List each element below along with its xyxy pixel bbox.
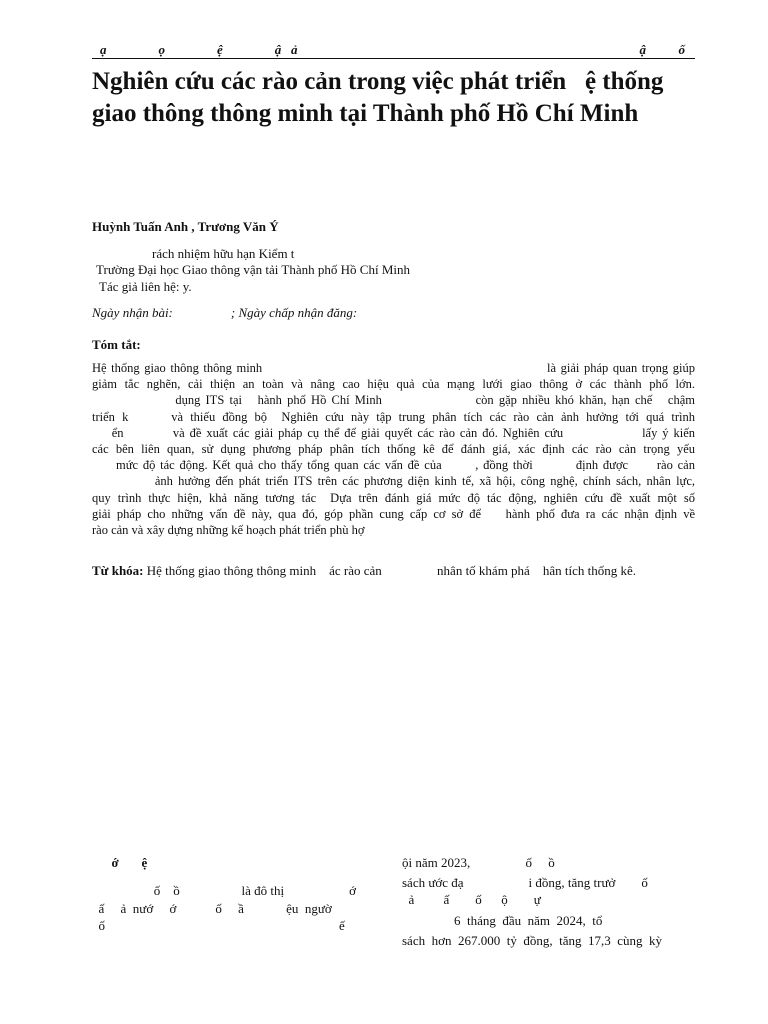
intro-left-line: ấ ả nướ ớ ố ầ ệu ngườ (92, 901, 332, 916)
intro-left-line: ố ồ là đô thị ớ (92, 883, 356, 898)
abstract-line: dụng ITS tại hành phố Hồ Chí Minh còn gặp nhiều khó khăn, hạn chế chậm (92, 393, 695, 408)
paper-title: Nghiên cứu các rào cản trong việc phát triển ệ thống giao thông thông minh tại Thành phố Hồ Chí Minh (92, 68, 670, 127)
keywords-label: Từ khóa: (92, 563, 144, 578)
received-date-label: Ngày nhận bài: (92, 305, 173, 320)
intro-left-line: ố ế (92, 918, 345, 933)
accepted-date-label: ; Ngày chấp nhận đăng: (230, 305, 358, 320)
running-header-right: ậ ố (639, 42, 685, 57)
abstract-line: rào cản và xây dựng những kế hoạch phát triển phù hợ (92, 522, 365, 537)
running-header-left: ạ ọ ệ ậ ả (100, 42, 298, 57)
intro-right-line: sách ước đạ i đồng, tăng trưở ố (402, 875, 648, 890)
intro-right-line: ả ấ ố ộ ự (402, 892, 541, 907)
submission-dates (92, 305, 357, 321)
abstract-line: triển k và thiếu đồng bộ Nghiên cứu này tập trung phân tích các rào cản ảnh hưởng tới quá trình (92, 409, 695, 424)
abstract-heading: Tóm tắt: (92, 337, 141, 352)
keywords (92, 563, 636, 579)
intro-left-line: ớ ệ (92, 855, 148, 870)
corresponding-author: Tác giả liên hệ: y. (99, 279, 192, 294)
abstract-line: ảnh hưởng đến phát triển ITS trên các phương diện kinh tế, xã hội, công nghệ, chính sách, nhân lực, (92, 474, 695, 489)
abstract-line: quy trình thực hiện, khả năng tương tác Dựa trên đánh giá mức độ tác động, nghiên cứu đề xuất một số (92, 490, 695, 505)
intro-right-line: ội năm 2023, ố ồ (402, 855, 555, 870)
intro-right-line: sách hơn 267.000 tỷ đồng, tăng 17,3 cùng kỳ (402, 933, 662, 948)
abstract-line: giảm tắc nghẽn, cải thiện an toàn và nâng cao hiệu quả của mạng lưới giao thông ở các thành phố lớn. (92, 377, 695, 392)
author-list: Huỳnh Tuấn Anh , Trương Văn Ý (92, 219, 279, 234)
affiliation-2: Trường Đại học Giao thông vận tải Thành phố Hồ Chí Minh (96, 262, 410, 277)
running-header (92, 42, 695, 59)
abstract-line: các bên liên quan, sử dụng phương pháp phân tích thống kê để đánh giá, xác định các rào cản trọng yếu (92, 441, 695, 456)
abstract-body (92, 360, 695, 538)
abstract-line: mức độ tác động. Kết quả cho thấy tổng quan các vấn đề của , đồng thời định được rào cản (92, 458, 695, 473)
intro-right-line: 6 tháng đầu năm 2024, tổ (402, 913, 603, 928)
keywords-text: Hệ thống giao thông thông minh ác rào cản nhân tố khám phá hân tích thống kê. (143, 563, 636, 578)
abstract-line: giải pháp cho những vấn đề này, qua đó, góp phần cung cấp cơ sở để hành phố đưa ra các nhận định về (92, 506, 695, 521)
abstract-line: Hệ thống giao thông thông minh là giải pháp quan trọng giúp (92, 361, 695, 375)
abstract-line: ển và đề xuất các giải pháp cụ thể để giải quyết các rào cản đó. Nghiên cứu lấy ý kiến (92, 425, 695, 440)
affiliation-1: rách nhiệm hữu hạn Kiểm t (152, 246, 295, 261)
